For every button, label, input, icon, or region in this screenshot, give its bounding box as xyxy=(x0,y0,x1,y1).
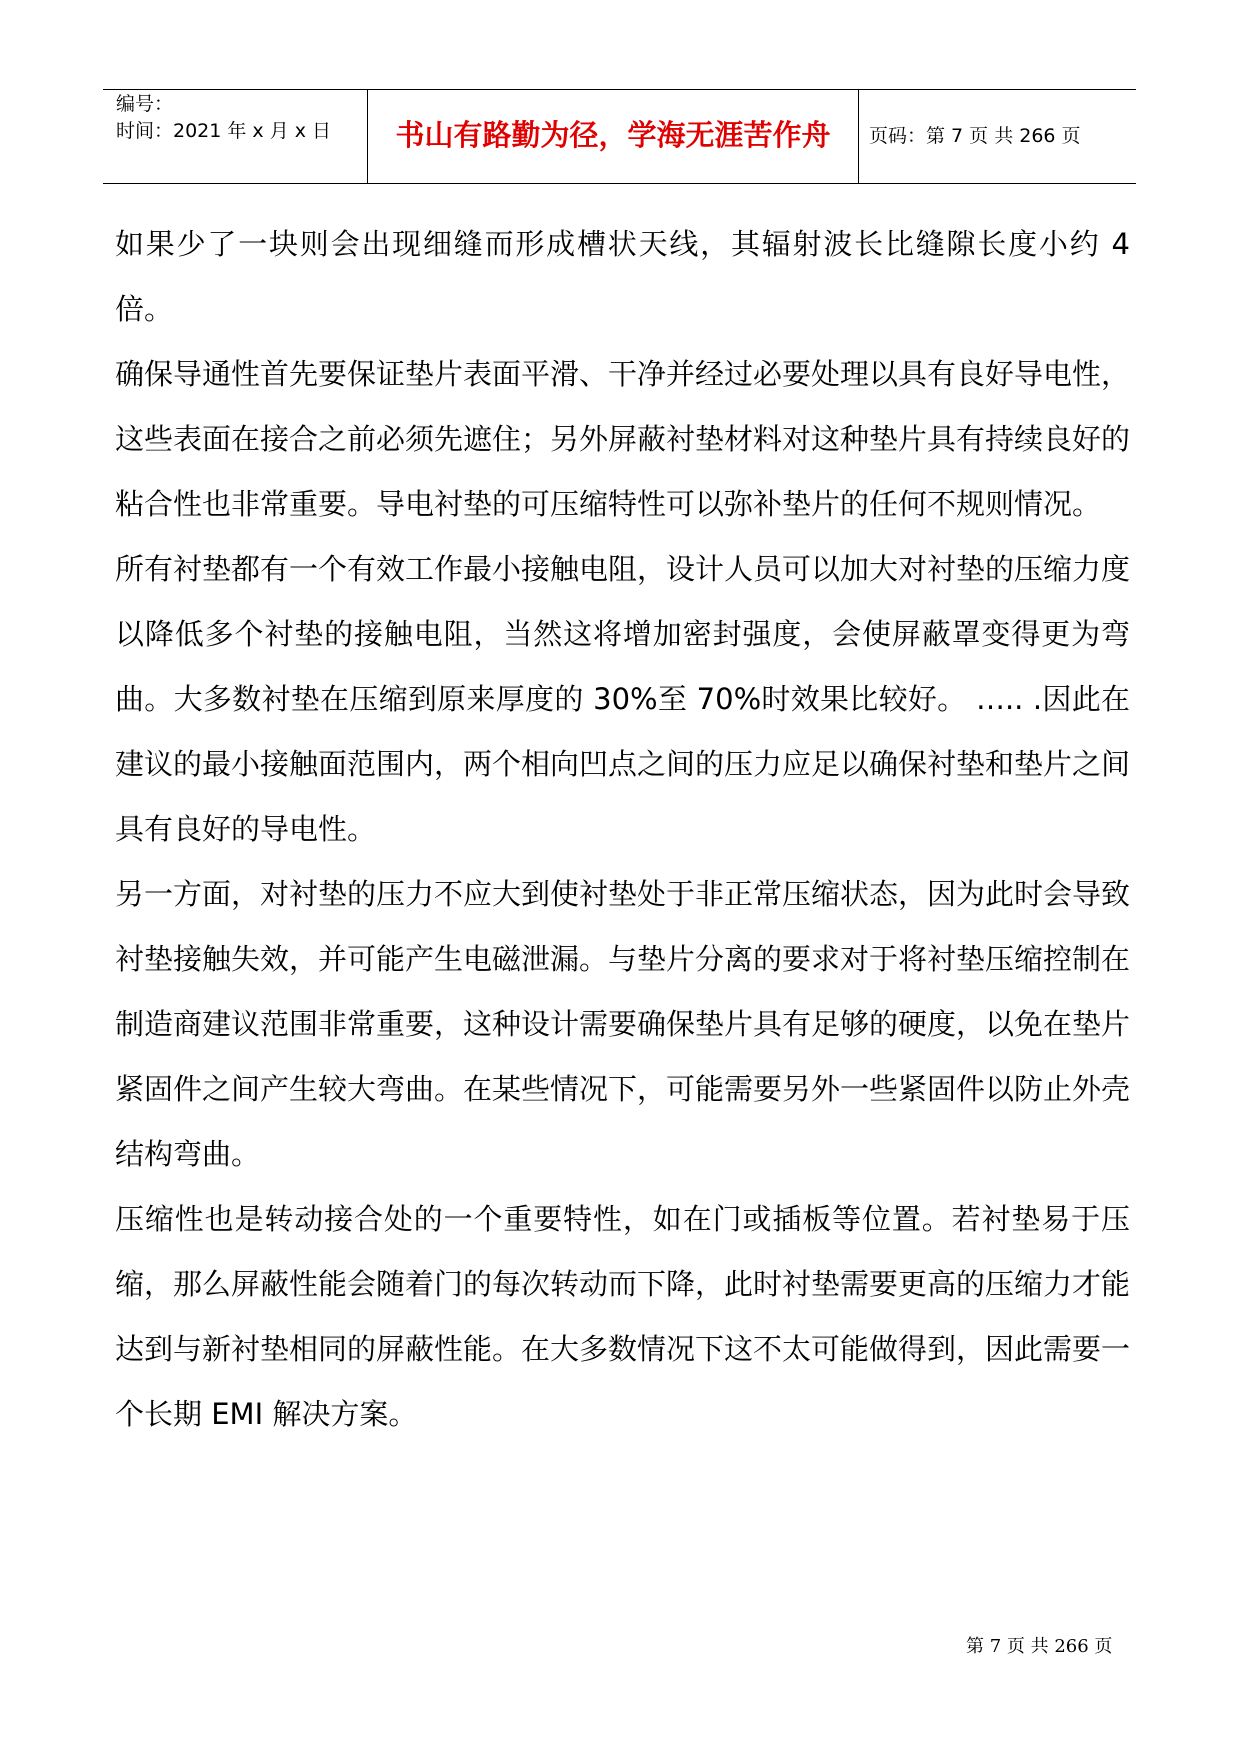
page-footer: 第 7 页 共 266 页 xyxy=(966,1636,1113,1657)
body-paragraph: 压缩性也是转动接合处的一个重要特性，如在门或插板等位置。若衬垫易于压缩，那么屏蔽性能会随着门的每次转动而下降，此时衬垫需要更高的压缩力才能达到与新衬垫相同的屏蔽性能。在大多数情况下这不太可能做得到，因此需要一个长期 EMI 解决方案。 xyxy=(115,1202,1131,1431)
document-time-label: 时间：2021 年 x 月 x 日 xyxy=(116,120,332,142)
body-paragraph: 另一方面，对衬垫的压力不应大到使衬垫处于非正常压缩状态，因为此时会导致衬垫接触失效，并可能产生电磁泄漏。与垫片分离的要求对于将衬垫压缩控制在制造商建议范围非常重要，这种设计需要确保垫片具有足够的硬度，以免在垫片紧固件之间产生较大弯曲。在某些情况下，可能需要另外一些紧固件以防止外壳结构弯曲。 xyxy=(115,877,1131,1171)
header-motto-cell xyxy=(367,90,859,183)
document-number-label: 编号： xyxy=(116,93,174,115)
header-page-cell xyxy=(859,90,1136,183)
header-motto: 书山有路勤为径，学海无涯苦作舟 xyxy=(395,118,831,152)
header-page-info: 页码：第 7 页 共 266 页 xyxy=(869,125,1081,147)
body-paragraph: 如果少了一块则会出现细缝而形成槽状天线，其辐射波长比缝隙长度小约 4 倍。 xyxy=(115,227,1130,326)
header-info-cell xyxy=(103,90,366,183)
body-paragraph: 确保导通性首先要保证垫片表面平滑、干净并经过必要处理以具有良好导电性，这些表面在接合之前必须先遮住；另外屏蔽衬垫材料对这种垫片具有持续良好的粘合性也非常重要。导电衬垫的可压缩特性可以弥补垫片的任何不规则情况。 xyxy=(115,357,1131,521)
page-header xyxy=(103,89,1136,184)
body-paragraph: 所有衬垫都有一个有效工作最小接触电阻，设计人员可以加大对衬垫的压缩力度以降低多个衬垫的接触电阻，当然这将增加密封强度，会使屏蔽罩变得更为弯曲。大多数衬垫在压缩到原来厚度的 30%至 70%时效果比较好。 ….. .因此在建议的最小接触面范围内，两个相向凹点之间的压力应足以确保衬垫和垫片之间具有良好的导电性。 xyxy=(115,552,1131,846)
document-body xyxy=(115,212,1130,1447)
